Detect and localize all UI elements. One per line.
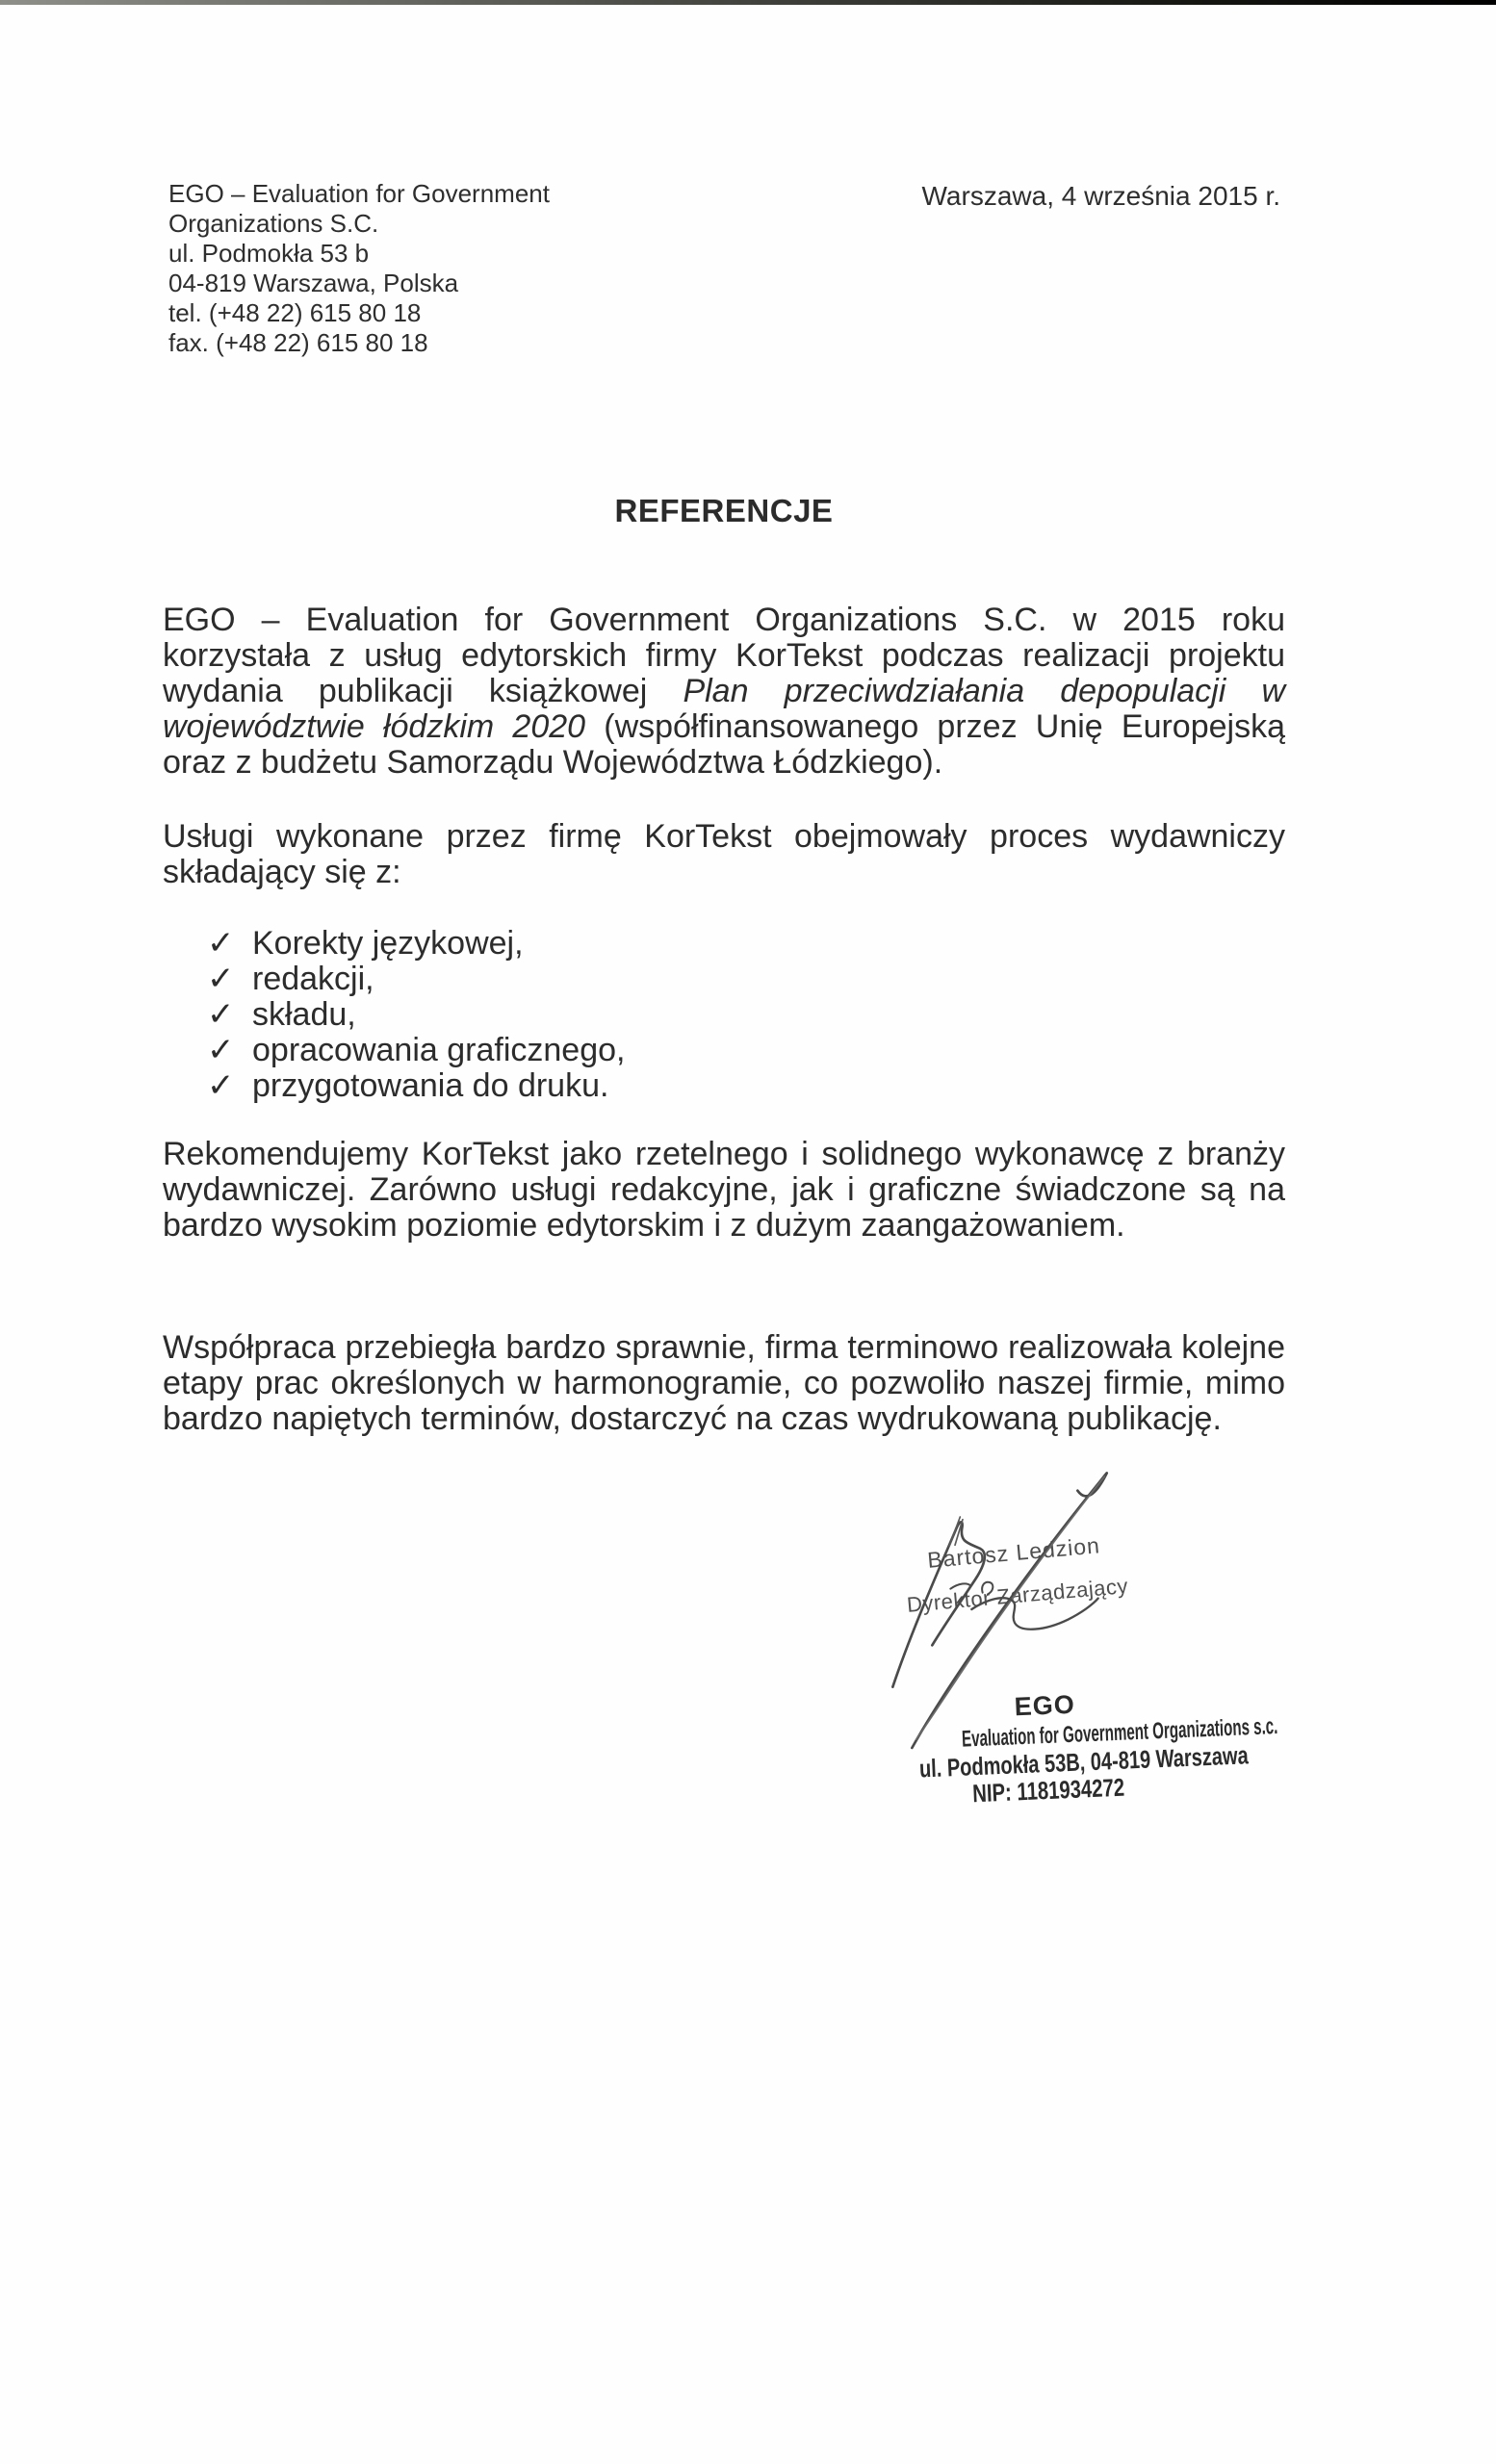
signer-role: Dyrektor Zarządzający <box>905 1573 1129 1617</box>
stamp-company-address: ul. Podmokła 53B, 04-819 Warszawa <box>918 1740 1250 1784</box>
checkmark-icon: ✓ <box>207 1067 235 1104</box>
date-place-line: Warszawa, 4 września 2015 r. <box>921 181 1280 211</box>
letterhead-line: Organizations S.C. <box>168 209 379 238</box>
letterhead <box>168 179 550 358</box>
services-checklist <box>207 926 625 1104</box>
stamp-company-nip: NIP: 1181934272 <box>971 1772 1125 1809</box>
publication-title-italic: Plan przeciwdziałania depopulacji w województwie łódzkim 2020 <box>163 673 1285 745</box>
checkmark-icon: ✓ <box>207 1032 235 1068</box>
letterhead-line: 04-819 Warszawa, Polska <box>168 269 459 297</box>
stamp-company-full: Evaluation for Government Organizations s.c. <box>961 1712 1278 1753</box>
list-item <box>207 997 625 1033</box>
signer-name: Bartosz Ledzion <box>926 1532 1101 1573</box>
list-item-label: przygotowania do druku. <box>252 1067 609 1104</box>
list-item-label: Korekty językowej, <box>252 925 524 962</box>
paragraph-recommendation: Rekomendujemy KorTekst jako rzetelnego i solidnego wykonawcę z branży wydawniczej. Zarówno usługi redakcyjne, jak i graficzne świadczone są na bardzo wysokim poziomie edytorskim i z dużym zaangażowaniem. <box>163 1136 1285 1244</box>
list-item <box>207 926 625 962</box>
letterhead-line: tel. (+48 22) 615 80 18 <box>168 298 422 327</box>
list-item-label: opracowania graficznego, <box>252 1032 626 1068</box>
list-item-label: składu, <box>252 996 356 1033</box>
scanner-edge-artifact <box>0 0 1496 5</box>
letterhead-line: EGO – Evaluation for Government <box>168 179 550 208</box>
list-item-label: redakcji, <box>252 961 374 997</box>
handwritten-signature <box>838 1405 1319 1829</box>
paragraph-services-intro: Usługi wykonane przez firmę KorTekst obejmowały proces wydawniczy składający się z: <box>163 818 1285 890</box>
stamp-company-short: EGO <box>1014 1689 1076 1722</box>
list-item <box>207 1068 625 1104</box>
list-item <box>207 962 625 997</box>
list-item <box>207 1033 625 1068</box>
checkmark-icon: ✓ <box>207 996 235 1033</box>
checkmark-icon: ✓ <box>207 925 235 962</box>
letterhead-line: ul. Podmokła 53 b <box>168 239 370 268</box>
paragraph-project <box>163 603 1285 781</box>
checkmark-icon: ✓ <box>207 961 235 997</box>
paragraph-cooperation: Współpraca przebiegła bardzo sprawnie, firma terminowo realizowała kolejne etapy prac określonych w harmonogramie, co pozwoliło naszej firmie, mimo bardzo napiętych terminów, dostarczyć na czas wydrukowaną publikację. <box>163 1329 1285 1437</box>
paragraph-text: (współfinansowanego przez Unię Europejską oraz z budżetu Samorządu Województwa Łódzkiego). <box>163 708 1285 781</box>
paragraph-text: EGO – Evaluation for Government Organizations S.C. w 2015 roku korzystała z usług edytorskich firmy KorTekst podczas realizacji projektu wydania publikacji książkowej <box>163 602 1285 709</box>
document-title: REFERENCJE <box>614 493 834 528</box>
letterhead-line: fax. (+48 22) 615 80 18 <box>168 328 428 357</box>
